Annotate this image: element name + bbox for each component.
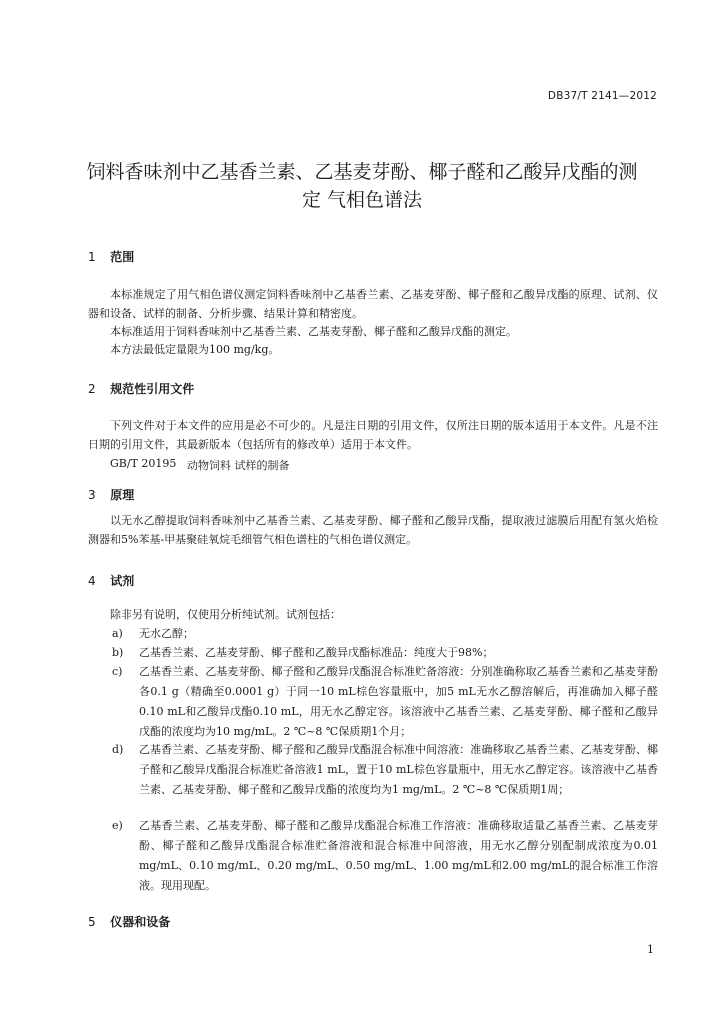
section-2-heading <box>88 380 194 397</box>
section-number: 1 <box>88 250 96 264</box>
reagent-item <box>112 816 658 896</box>
reagent-text: 乙基香兰素、乙基麦芽酚、椰子醛和乙酸异戊酯混合标准贮备溶液：分别准确称取乙基香兰素和乙基麦芽酚各0.1 g（精确至0.0001 g）于同一10 mL棕色容量瓶中，加5 mL无水乙醇溶解后，再准确加入椰子醛0.10 mL和乙酸异戊酯0.10 mL，用无水乙醇定容。该溶液中乙基香兰素、乙基麦芽酚、椰子醛和乙酸异戊酯的浓度均为10 mg/mL。2 ℃~8 ℃保质期1个月； <box>139 665 658 738</box>
section-1-paragraph-3: 本方法最低定量限为100 mg/kg。 <box>110 343 280 356</box>
normative-reference-code: GB/T 20195 <box>110 457 177 470</box>
list-marker: e) <box>112 819 123 832</box>
section-number: 4 <box>88 574 96 588</box>
list-marker: c) <box>112 665 123 678</box>
section-3-paragraph-1: 以无水乙醇提取饲料香味剂中乙基香兰素、乙基麦芽酚、椰子醛和乙酸异戊酯，提取液过滤膜后用配有氢火焰检测器和5%苯基-甲基聚硅氧烷毛细管气相色谱柱的气相色谱仪测定。 <box>88 514 658 546</box>
section-1-paragraph-2: 本标准适用于饲料香味剂中乙基香兰素、乙基麦芽酚、椰子醛和乙酸异戊酯的测定。 <box>110 325 517 338</box>
reagent-item <box>112 624 658 644</box>
page-number: 1 <box>647 943 654 956</box>
section-4-intro: 除非另有说明，仅使用分析纯试剂。试剂包括： <box>110 608 341 621</box>
section-title: 范围 <box>110 250 135 264</box>
section-1-paragraph-1: 本标准规定了用气相色谱仪测定饲料香味剂中乙基香兰素、乙基麦芽酚、椰子醛和乙酸异戊酯的原理、试剂、仪器和设备、试样的制备、分析步骤、结果计算和精密度。 <box>88 288 658 320</box>
section-2-paragraph-1: 下列文件对于本文件的应用是必不可少的。凡是注日期的引用文件，仅所注日期的版本适用于本文件。凡是不注日期的引用文件，其最新版本（包括所有的修改单）适用于本文件。 <box>88 419 658 451</box>
list-marker: a) <box>112 627 123 640</box>
document-title-line-1: 饲料香味剂中乙基香兰素、乙基麦芽酚、椰子醛和乙酸异戊酯的测 <box>86 161 638 183</box>
section-title: 试剂 <box>110 574 135 588</box>
standard-code: DB37/T 2141—2012 <box>547 90 657 102</box>
section-title: 仪器和设备 <box>110 915 171 929</box>
section-number: 5 <box>88 915 96 929</box>
reagent-item <box>112 740 658 800</box>
reagent-text: 乙基香兰素、乙基麦芽酚、椰子醛和乙酸异戊酯混合标准工作溶液：准确移取适量乙基香兰素、乙基麦芽酚、椰子醛和乙酸异戊酯混合标准贮备溶液和混合标准中间溶液，用无水乙醇分别配制成浓度为0.01 mg/mL、0.10 mg/mL、0.20 mg/mL、0.50 mg/mL、1.00 mg/mL和2.00 mg/mL的混合标准工作溶液。现用现配。 <box>139 819 658 892</box>
section-4-heading <box>88 572 134 589</box>
reagent-item <box>112 643 658 663</box>
section-title: 原理 <box>110 488 135 502</box>
list-marker: b) <box>112 646 124 659</box>
reagent-item <box>112 662 658 742</box>
section-3-heading <box>88 486 134 503</box>
normative-reference-title: 动物饲料 试样的制备 <box>187 459 290 472</box>
section-5-heading <box>88 913 170 930</box>
section-number: 3 <box>88 488 96 502</box>
list-marker: d) <box>112 743 124 756</box>
reagent-text: 乙基香兰素、乙基麦芽酚、椰子醛和乙酸异戊酯混合标准中间溶液：准确移取乙基香兰素、乙基麦芽酚、椰子醛和乙酸异戊酯混合标准贮备溶液1 mL，置于10 mL棕色容量瓶中，用无水乙醇定容。该溶液中乙基香兰素、乙基麦芽酚、椰子醛和乙酸异戊酯的浓度均为1 mg/mL。2 ℃~8 ℃保质期1周； <box>139 743 658 796</box>
reagent-text: 乙基香兰素、乙基麦芽酚、椰子醛和乙酸异戊酯标准品：纯度大于98%； <box>139 646 494 659</box>
section-1-heading <box>88 248 134 265</box>
reagent-text: 无水乙醇； <box>139 627 194 640</box>
section-number: 2 <box>88 382 96 396</box>
section-title: 规范性引用文件 <box>110 382 195 396</box>
document-title-line-2: 定 气相色谱法 <box>301 189 423 211</box>
